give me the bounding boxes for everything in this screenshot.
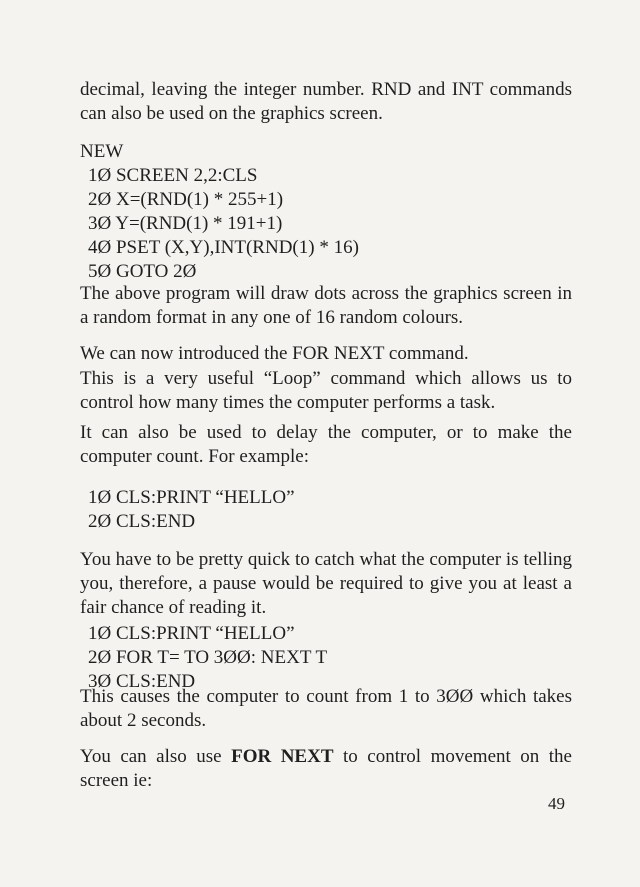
code-line: 4Ø PSET (X,Y),INT(RND(1) * 16): [88, 237, 359, 258]
paragraph-loop-command: This is a very useful “Loop” command which allows us to control how many times the computer performs a task.: [80, 368, 572, 413]
paragraph-count-seconds: This causes the computer to count from 1 to 3ØØ which takes about 2 seconds.: [80, 686, 572, 731]
code-line: 5Ø GOTO 2Ø: [88, 261, 197, 282]
code-line: 2Ø X=(RND(1) * 255+1): [88, 189, 284, 210]
code-line: 2Ø FOR T= TO 3ØØ: NEXT T: [88, 647, 328, 668]
paragraph-movement-text-end: to control movement on the screen ie:: [80, 746, 572, 791]
paragraph-random-dots: The above program will draw dots across the graphics screen in a random format in any one of 16 random colours.: [80, 283, 572, 328]
code-line: 2Ø CLS:END: [88, 511, 196, 532]
paragraph-movement-text: You can also use: [80, 746, 232, 767]
code-line: 1Ø SCREEN 2,2:CLS: [88, 165, 258, 186]
paragraph-rnd-int: decimal, leaving the integer number. RND and INT commands can also be used on the graphics screen.: [80, 79, 572, 124]
paragraph-movement: [80, 745, 572, 793]
for-next-keyword: FOR NEXT: [231, 746, 334, 767]
code-line: 1Ø CLS:PRINT “HELLO”: [88, 623, 295, 644]
code-line: 1Ø CLS:PRINT “HELLO”: [88, 487, 295, 508]
paragraph-delay: It can also be used to delay the computer, or to make the computer count. For example:: [80, 422, 572, 467]
new-command-label: NEW: [80, 141, 124, 162]
paragraph-pause: You have to be pretty quick to catch what the computer is telling you, therefore, a pause would be required to give you at least a fair chance of reading it.: [80, 549, 572, 618]
code-line: 3Ø CLS:END: [88, 671, 196, 692]
code-block-pset: [88, 164, 359, 284]
code-block-hello-pause: [88, 622, 327, 694]
page-number: 49: [548, 794, 565, 813]
code-line: 3Ø Y=(RND(1) * 191+1): [88, 213, 283, 234]
code-block-hello: [88, 486, 295, 534]
paragraph-for-next-intro: We can now introduced the FOR NEXT command.: [80, 343, 469, 364]
